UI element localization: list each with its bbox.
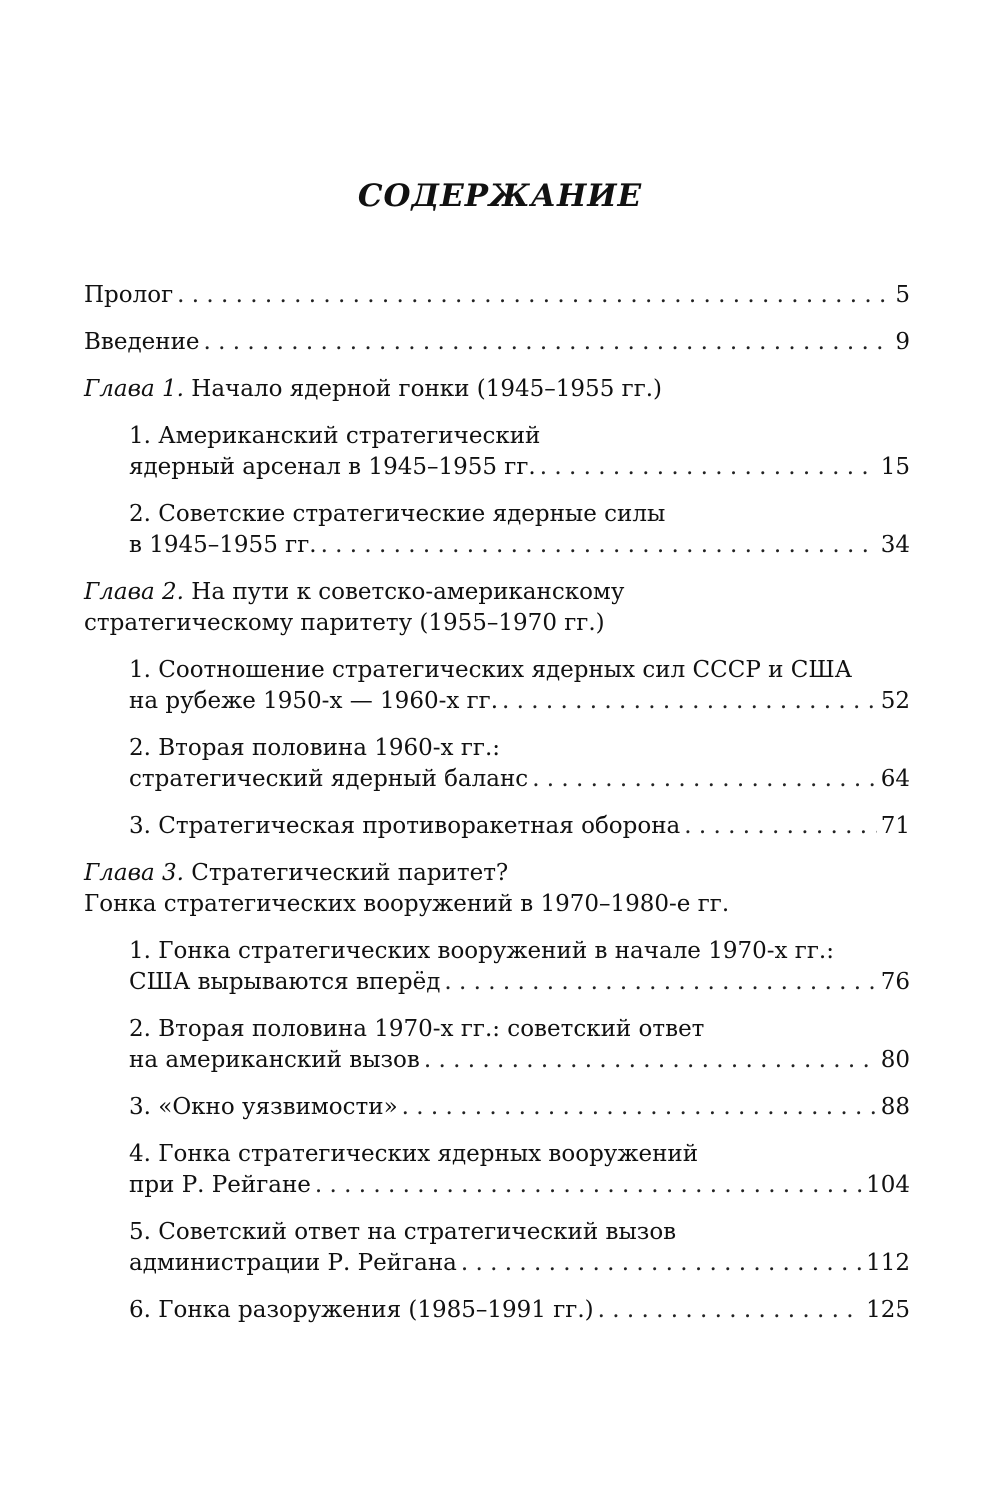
toc-entry-title: 6. Гонка разоружения (1985–1991 гг.) — [129, 1297, 594, 1323]
toc-entry-ch3-s1[interactable] — [84, 936, 910, 998]
toc-entry-title-cont: администрации Р. Рейгана — [129, 1250, 457, 1276]
leader-dots — [204, 327, 892, 358]
toc-page-number: 15 — [880, 454, 910, 480]
leader-dots — [424, 1045, 877, 1076]
toc-page-number: 71 — [880, 813, 910, 839]
toc-entry-title: 1. Американский стратегический — [129, 423, 541, 449]
toc-entry-title-cont: на рубеже 1950-х — 1960-х гг. — [129, 688, 499, 714]
toc-entry-intro[interactable] — [84, 327, 910, 358]
toc-page-number: 64 — [880, 766, 910, 792]
leader-dots — [540, 452, 877, 483]
leader-dots — [532, 764, 877, 795]
leader-dots — [402, 1092, 877, 1123]
toc-entry-title: 5. Советский ответ на стратегический вызов — [129, 1219, 677, 1245]
chapter-title: Начало ядерной гонки (1945–1955 гг.) — [183, 376, 663, 402]
toc-entry-title-cont: ядерный арсенал в 1945–1955 гг. — [129, 454, 536, 480]
chapter-title: Стратегический паритет? — [183, 860, 509, 886]
toc-entry-title: 1. Соотношение стратегических ядерных сил СССР и США — [129, 657, 853, 683]
toc-entry-ch3-s3[interactable] — [84, 1092, 910, 1123]
toc-page-number: 9 — [895, 329, 910, 355]
toc-entry-ch3-s2[interactable] — [84, 1014, 910, 1076]
toc-page-number: 34 — [880, 532, 910, 558]
toc-entry-title: 2. Вторая половина 1970-х гг.: советский ответ — [129, 1016, 705, 1042]
chapter-title-cont: стратегическому паритету (1955–1970 гг.) — [84, 610, 605, 636]
leader-dots — [315, 1170, 862, 1201]
toc-entry-ch3-s5[interactable] — [84, 1217, 910, 1279]
toc-page-number: 112 — [866, 1250, 910, 1276]
toc-entry-title: Введение — [84, 329, 200, 355]
toc-entry-title-cont: на американский вызов — [129, 1047, 420, 1073]
toc-page-number: 52 — [880, 688, 910, 714]
toc-entry-title-cont: стратегический ядерный баланс — [129, 766, 529, 792]
toc-entry-title: Пролог — [84, 282, 174, 308]
toc-page-number: 125 — [866, 1297, 910, 1323]
toc-chapter-1[interactable] — [84, 374, 910, 405]
toc-entry-title-cont: при Р. Рейгане — [129, 1172, 311, 1198]
toc-chapter-3[interactable] — [84, 858, 910, 920]
toc-chapter-2[interactable] — [84, 577, 910, 639]
toc-entry-ch1-s2[interactable] — [84, 499, 910, 561]
chapter-label: Глава 2. — [84, 579, 184, 605]
toc-entry-ch2-s1[interactable] — [84, 655, 910, 717]
toc-entry-prolog[interactable] — [84, 280, 910, 311]
toc-entry-title: 2. Советские стратегические ядерные силы — [129, 501, 666, 527]
toc-page-number: 104 — [866, 1172, 910, 1198]
leader-dots — [444, 967, 876, 998]
leader-dots — [461, 1248, 862, 1279]
chapter-title: На пути к советско-американскому — [183, 579, 625, 605]
toc-entry-title: 3. «Окно уязвимости» — [129, 1094, 398, 1120]
toc-entry-ch2-s2[interactable] — [84, 733, 910, 795]
chapter-label: Глава 3. — [84, 860, 184, 886]
toc-page-number: 5 — [895, 282, 910, 308]
leader-dots — [684, 811, 876, 842]
chapter-label: Глава 1. — [84, 376, 184, 402]
leader-dots — [177, 280, 891, 311]
toc-page-number: 76 — [880, 969, 910, 995]
toc-entry-ch3-s4[interactable] — [84, 1139, 910, 1201]
toc-entry-ch3-s6[interactable] — [84, 1295, 910, 1326]
leader-dots — [598, 1295, 862, 1326]
toc-entry-title: 3. Стратегическая противоракетная оборона — [129, 813, 681, 839]
toc-entry-title: 2. Вторая половина 1960-х гг.: — [129, 735, 500, 761]
toc-page-number: 88 — [880, 1094, 910, 1120]
toc-entry-ch2-s3[interactable] — [84, 811, 910, 842]
toc-entry-title-cont: США вырываются вперёд — [129, 969, 441, 995]
leader-dots — [502, 686, 877, 717]
table-of-contents — [84, 280, 910, 1326]
page-title: СОДЕРЖАНИЕ — [357, 178, 643, 214]
chapter-title-cont: Гонка стратегических вооружений в 1970–1980-е гг. — [84, 891, 730, 917]
toc-entry-title: 1. Гонка стратегических вооружений в начале 1970-х гг.: — [129, 938, 834, 964]
toc-entry-ch1-s1[interactable] — [84, 421, 910, 483]
toc-entry-title: 4. Гонка стратегических ядерных вооружений — [129, 1141, 699, 1167]
leader-dots — [321, 530, 877, 561]
toc-page-number: 80 — [880, 1047, 910, 1073]
toc-entry-title-cont: в 1945–1955 гг. — [129, 532, 317, 558]
